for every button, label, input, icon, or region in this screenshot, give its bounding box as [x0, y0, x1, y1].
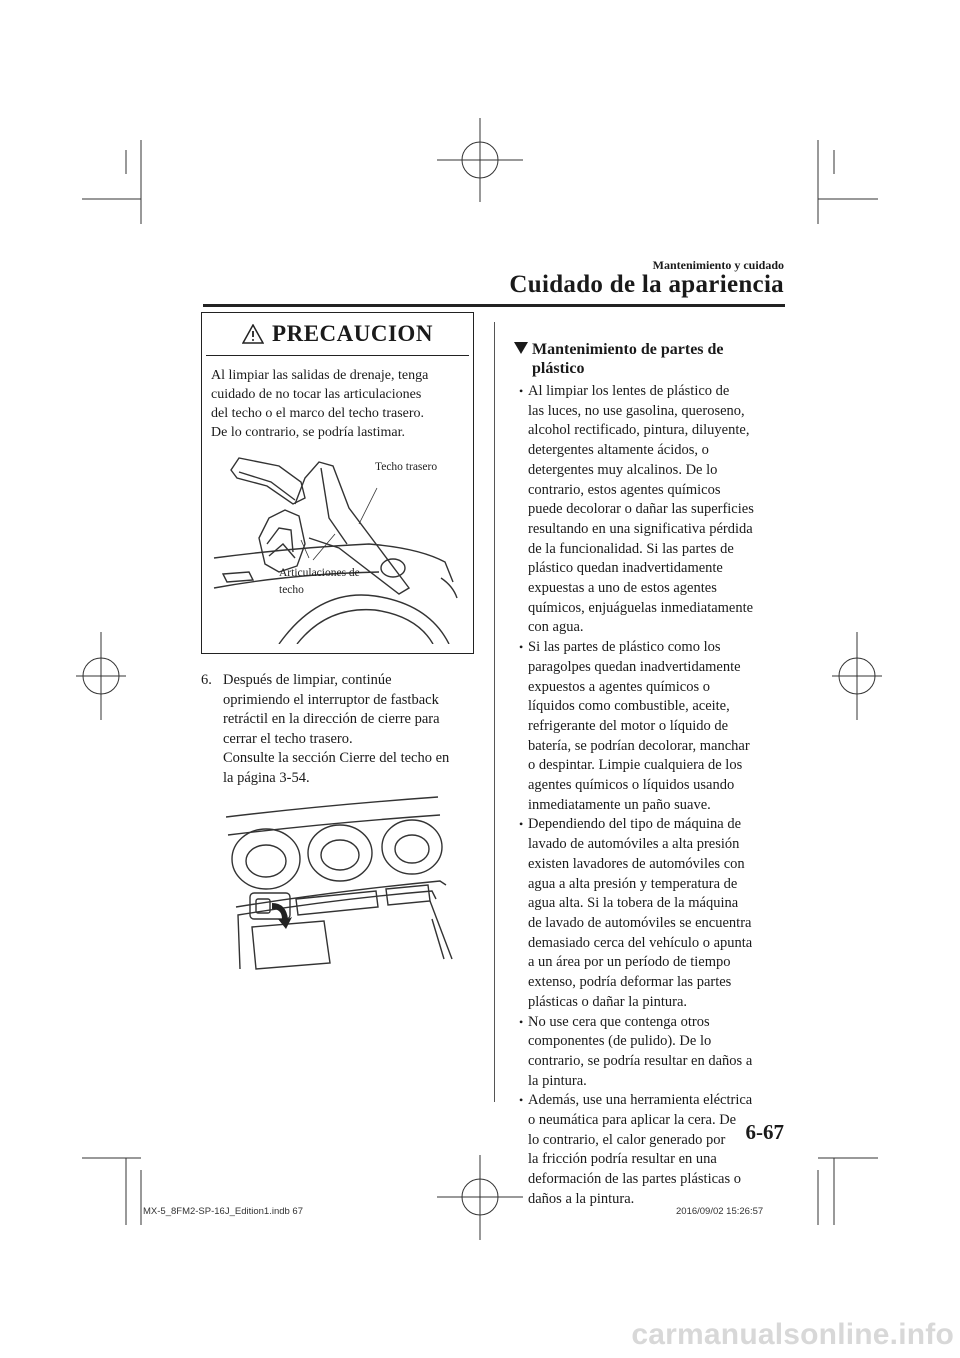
section-heading-line: Mantenimiento de partes de [532, 341, 724, 358]
bullet-line: agua alta. Si la tobera de la máquina [528, 895, 739, 912]
step-text [223, 671, 486, 788]
bullet-line: refrigerante del motor o líquido de [528, 717, 729, 734]
step-line: oprimiendo el interruptor de fastback [223, 691, 439, 708]
bullet-line: daños a la pintura. [528, 1190, 635, 1207]
bullet-item [514, 638, 786, 815]
bullet-line: contrario, estos agentes químicos [528, 481, 721, 498]
bullet-list [514, 382, 786, 1210]
bullet-line: de la funcionalidad. Si las partes de [528, 540, 734, 557]
label-roof-joints: Articulaciones de [279, 567, 360, 579]
bullet-line: existen lavadores de automóviles con [528, 855, 745, 872]
bullet-line: contrario, se podría resultar en daños a [528, 1052, 753, 1069]
bullet-line: a un área por un período de tiempo [528, 954, 731, 971]
bullet-line: agentes químicos o líquidos usando [528, 777, 735, 794]
caution-header [206, 313, 469, 356]
warning-triangle-icon [242, 324, 264, 344]
header-rule [203, 304, 785, 307]
bullet-line: o neumática para aplicar la cera. De [528, 1112, 737, 1129]
bullet-dot-icon: • [519, 384, 524, 398]
caution-title: PRECAUCION [272, 321, 433, 346]
bullet-line: expuestos a agentes químicos o [528, 678, 711, 695]
bullet-line: lo contrario, el calor generado por [528, 1131, 726, 1148]
bullet-line: o despintar. Limpie cualquiera de los [528, 757, 743, 774]
bullet-item [514, 1013, 786, 1092]
bullet-line: detergentes muy alcalinos. De lo [528, 461, 718, 478]
bullet-line: No use cera que contenga otros [528, 1013, 710, 1030]
bullet-line: de lavado de automóviles se encuentra [528, 914, 752, 931]
bullet-line: Además, use una herramienta eléctrica [528, 1092, 753, 1109]
step-6 [201, 671, 486, 788]
bullet-line: Si las partes de plástico como los [528, 639, 721, 656]
bullet-line: expuestas a uno de estos agentes [528, 580, 717, 597]
bullet-line: la pintura. [528, 1072, 587, 1089]
bullet-line: componentes (de pulido). De lo [528, 1033, 712, 1050]
bullet-line: detergentes altamente ácidos, o [528, 442, 709, 459]
bullet-line: lavado de automóviles a alta presión [528, 836, 740, 853]
bullet-dot-icon: • [519, 1014, 524, 1029]
bullet-line: extenso, podría deformar las partes [528, 974, 732, 991]
step-line: Consulte la sección Cierre del techo en [223, 750, 450, 766]
section-heading-line: plástico [532, 360, 585, 377]
bullet-line: Dependiendo del tipo de máquina de [528, 816, 742, 833]
page-title: Cuidado de la apariencia [509, 271, 784, 298]
bullet-line: paragolpes quedan inadvertidamente [528, 658, 741, 675]
step-line: Después de limpiar, continúe [223, 672, 392, 688]
bullet-dot-icon: • [519, 640, 524, 655]
bullet-line: químicos, enjuáguelas inmediatamente [528, 599, 754, 616]
bullet-line: batería, se podrían decolorar, manchar [528, 737, 750, 754]
bullet-line: deformación de las partes plásticas o [528, 1171, 741, 1188]
caution-text [202, 356, 473, 442]
bullet-line: la fricción podría resultar en una [528, 1151, 717, 1168]
page-number: 6-67 [745, 1120, 784, 1144]
bullet-dot-icon: • [519, 1093, 524, 1108]
fastback-switch-illustration [226, 795, 456, 973]
bullet-line: agua a alta presión y temperatura de [528, 875, 738, 892]
bullet-line: con agua. [528, 619, 584, 636]
caution-line: del techo o el marco del techo trasero. [211, 406, 425, 421]
bullet-line: líquidos como combustible, aceite, [528, 698, 730, 715]
step-line: retráctil en la dirección de cierre para [223, 711, 440, 727]
bullet-line: Al limpiar los lentes de plástico de [528, 383, 730, 399]
down-triangle-icon [514, 342, 528, 354]
bullet-line: las luces, no use gasolina, queroseno, [528, 402, 745, 419]
bullet-line: alcohol rectificado, pintura, diluyente, [528, 422, 750, 439]
bullet-line: plástico quedan inadvertidamente [528, 560, 723, 577]
footer-timestamp: 2016/09/02 15:26:57 [676, 1206, 764, 1217]
caution-line: Al limpiar las salidas de drenaje, tenga [211, 368, 429, 383]
bullet-line: demasiado cerca del vehículo o apunta [528, 934, 753, 951]
column-divider [494, 322, 495, 1102]
section-heading [514, 340, 784, 378]
caution-line: cuidado de no tocar las articulaciones [211, 387, 422, 402]
watermark: carmanualsonline.info [631, 1318, 954, 1351]
section-label: Mantenimiento y cuidado [652, 258, 784, 272]
step-line: la página 3-54. [223, 769, 310, 786]
bullet-line: resultando en una significativa pérdida [528, 520, 753, 537]
footer-file: MX-5_8FM2-SP-16J_Edition1.indb 67 [143, 1206, 304, 1217]
bullet-line: puede decolorar o dañar las superficies [528, 501, 754, 518]
step-line: cerrar el techo trasero. [223, 730, 353, 747]
step-number: 6. [201, 672, 212, 688]
rear-roof-illustration [209, 448, 467, 644]
bullet-item [514, 1091, 786, 1209]
label-roof-joints-2: techo [279, 584, 304, 596]
bullet-item [514, 815, 786, 1012]
label-rear-roof: Techo trasero [375, 461, 438, 473]
bullet-line: inmediatamente un paño suave. [528, 796, 711, 813]
bullet-item [514, 382, 786, 638]
bullet-line: plásticas o dañar la pintura. [528, 993, 688, 1010]
bullet-dot-icon: • [519, 817, 524, 832]
caution-line: De lo contrario, se podría lastimar. [211, 425, 405, 440]
